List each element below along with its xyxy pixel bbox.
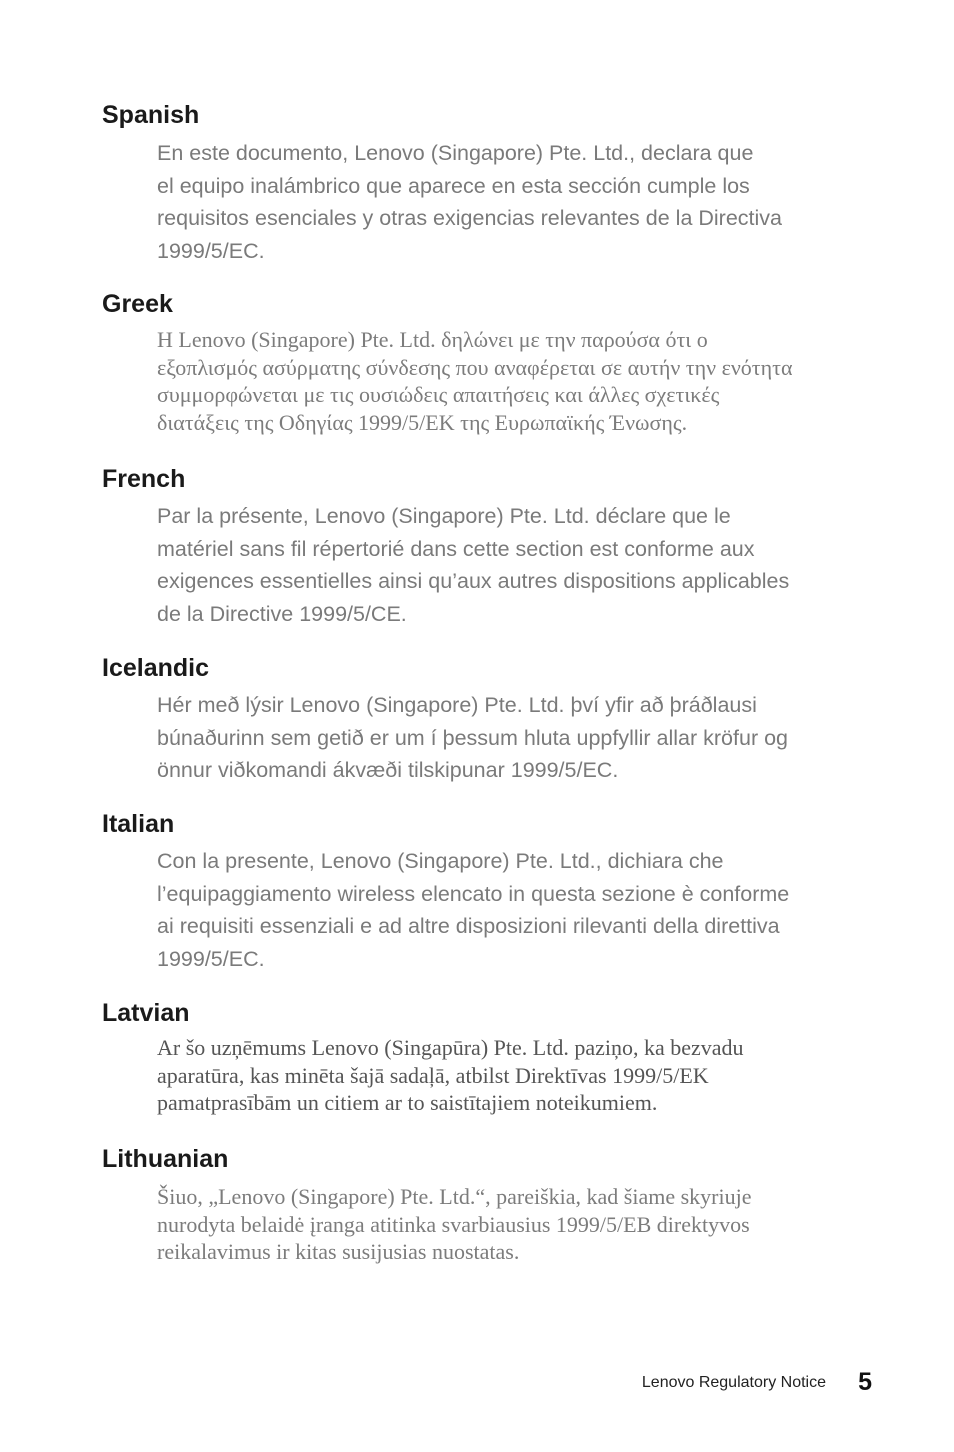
section-body [157, 1034, 897, 1117]
body-line: búnaðurinn sem getið er um í þessum hluta uppfyllir allar kröfur og [157, 725, 788, 750]
body-line: nurodyta belaidė įranga atitinka svarbiausius 1999/5/EB direktyvos [157, 1211, 750, 1237]
body-line: En este documento, Lenovo (Singapore) Pte. Ltd., declara que [157, 141, 754, 165]
body-line: exigences essentielles ainsi qu’aux autres dispositions applicables [157, 569, 790, 593]
body-line: Šiuo, „Lenovo (Singapore) Pte. Ltd.“, pareiškia, kad šiame skyriuje [157, 1184, 752, 1209]
section-heading: French [102, 465, 186, 493]
body-line: Par la présente, Lenovo (Singapore) Pte. Ltd. déclare que le [157, 504, 731, 528]
section-body [157, 1183, 897, 1266]
body-line: requisitos esenciales y otras exigencias relevantes de la Directiva [157, 206, 783, 230]
section-heading: Icelandic [102, 654, 209, 682]
section-heading: Lithuanian [102, 1145, 229, 1173]
page-number: 5 [858, 1368, 872, 1396]
section-heading: Italian [102, 810, 175, 838]
section-body [157, 500, 897, 630]
page-footer [0, 1368, 954, 1398]
body-line: de la Directive 1999/5/CE. [157, 601, 407, 626]
body-line: reikalavimus ir kitas susijusias nuostatas. [157, 1239, 520, 1264]
footer-label: Lenovo Regulatory Notice [641, 1374, 826, 1391]
body-line: l’equipaggiamento wireless elencato in questa sezione è conforme [157, 881, 790, 906]
section-body [157, 845, 897, 975]
body-line: el equipo inalámbrico que aparece en esta sección cumple los [157, 173, 750, 198]
body-line: Ar šo uzņēmums Lenovo (Singapūra) Pte. Ltd. paziņo, ka bezvadu [157, 1035, 744, 1060]
body-line: συμμορφώνεται με τις ουσιώδεις απαιτήσεις και άλλες σχετικές [157, 382, 720, 407]
section-body [157, 137, 897, 267]
body-line: 1999/5/EC. [157, 946, 265, 971]
body-line: ai requisiti essenziali e ad altre disposizioni rilevanti della direttiva [157, 914, 780, 938]
body-line: Η Lenovo (Singapore) Pte. Ltd. δηλώνει με την παρούσα ότι ο [157, 327, 708, 352]
body-line: önnur viðkomandi ákvæði tilskipunar 1999/5/EC. [157, 758, 619, 782]
body-line: Con la presente, Lenovo (Singapore) Pte. Ltd., dichiara che [157, 849, 724, 873]
body-line: Hér með lýsir Lenovo (Singapore) Pte. Ltd. því yfir að þráðlausi [157, 693, 757, 717]
section-heading: Latvian [102, 999, 190, 1027]
body-line: 1999/5/EC. [157, 238, 265, 263]
section-body [157, 689, 897, 787]
body-line: εξοπλισμός ασύρματης σύνδεσης που αναφέρεται σε αυτήν την ενότητα [157, 354, 793, 380]
section-body [157, 326, 897, 436]
section-heading: Spanish [102, 101, 200, 129]
section-heading: Greek [102, 290, 173, 318]
body-line: διατάξεις της Οδηγίας 1999/5/ΕΚ της Ευρωπαϊκής Ένωσης. [157, 409, 688, 435]
body-line: aparatūra, kas minēta šajā sadaļā, atbilst Direktīvas 1999/5/EK [157, 1062, 709, 1088]
body-line: pamatprasībām un citiem ar to saistītajiem noteikumiem. [157, 1090, 658, 1115]
body-line: matériel sans fil répertorié dans cette section est conforme aux [157, 536, 755, 561]
